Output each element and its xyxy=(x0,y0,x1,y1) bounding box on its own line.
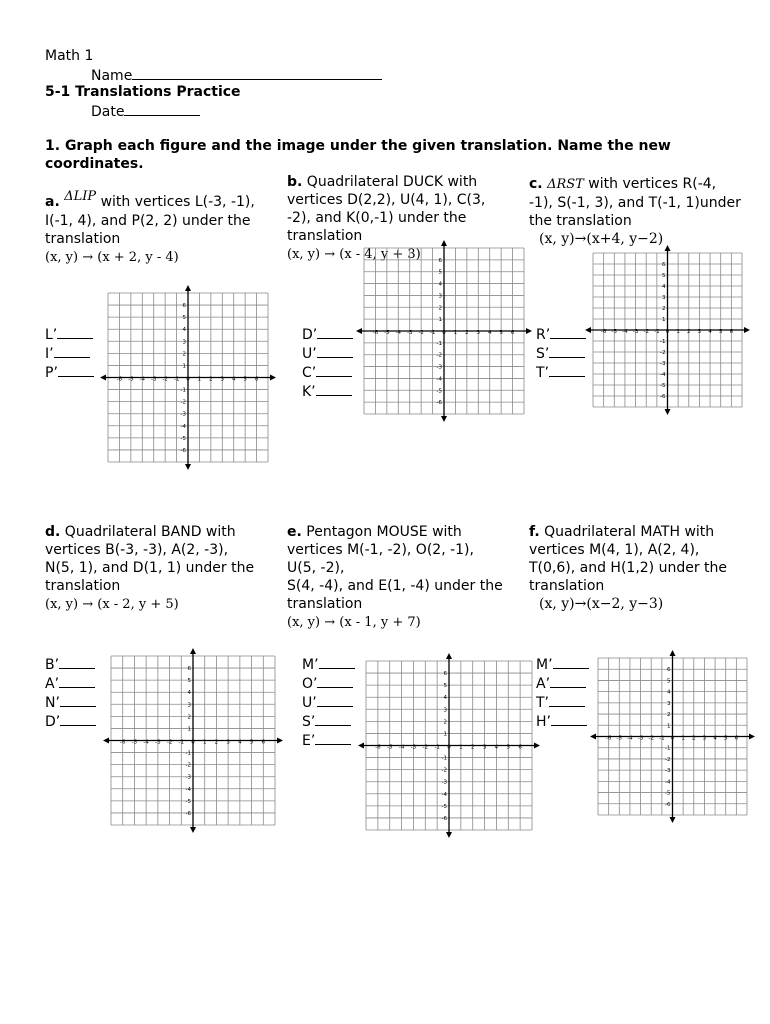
y-tick-label: 3 xyxy=(438,293,442,300)
answers-e xyxy=(302,655,355,750)
x-tick-label: -2 xyxy=(166,739,173,746)
y-tick-label: -1 xyxy=(441,755,447,762)
y-tick-label: -2 xyxy=(180,399,186,406)
x-axis-arrow-right xyxy=(749,734,755,740)
x-axis-arrow-left xyxy=(103,738,109,744)
problem-a-label: a. xyxy=(45,194,60,210)
x-tick-label: 0 xyxy=(191,739,195,746)
y-tick-label: 6 xyxy=(667,667,671,674)
y-tick-label: -4 xyxy=(185,786,191,793)
answers-c xyxy=(536,325,586,382)
x-tick-label: -6 xyxy=(605,735,612,742)
x-tick-label: 1 xyxy=(197,376,202,383)
problem-d-label: d. xyxy=(45,524,61,540)
x-tick-label: -1 xyxy=(178,739,185,746)
course-label: Math 1 xyxy=(45,48,94,64)
x-tick-label: 5 xyxy=(249,739,254,746)
x-axis-arrow-left xyxy=(356,328,362,334)
y-tick-label: -1 xyxy=(665,745,671,752)
problem-c-figure: ΔRST xyxy=(547,177,584,192)
x-tick-label: -2 xyxy=(162,376,168,383)
coordinate-grid-a[interactable] xyxy=(100,285,276,470)
x-tick-label: -5 xyxy=(131,739,138,746)
y-tick-label: 3 xyxy=(187,702,191,709)
coordinate-grid-c[interactable] xyxy=(585,245,750,415)
problem-f xyxy=(529,523,744,613)
y-tick-label: 5 xyxy=(443,683,447,690)
y-tick-label: -6 xyxy=(660,394,666,400)
y-tick-label: 4 xyxy=(667,689,671,696)
y-tick-label: -2 xyxy=(185,762,191,769)
y-tick-label: 5 xyxy=(662,273,666,279)
x-tick-label: 3 xyxy=(482,744,487,751)
y-axis-arrow-up xyxy=(665,245,671,251)
x-tick-label: 6 xyxy=(254,376,259,383)
answer-blank[interactable] xyxy=(315,712,351,726)
y-tick-label: -6 xyxy=(665,801,671,808)
y-tick-label: -3 xyxy=(180,411,186,418)
y-axis-arrow-down xyxy=(190,827,196,833)
coordinate-grid-f[interactable] xyxy=(590,650,755,823)
answer-label: M’ xyxy=(302,657,319,673)
x-tick-label: 6 xyxy=(261,739,266,746)
y-tick-label: 1 xyxy=(443,731,447,738)
x-tick-label: 2 xyxy=(209,376,213,383)
y-tick-label: 2 xyxy=(182,351,186,358)
x-tick-label: 3 xyxy=(476,330,481,336)
answer-row[interactable] xyxy=(302,712,355,731)
answer-row[interactable] xyxy=(302,674,355,693)
x-tick-label: 2 xyxy=(214,739,219,746)
answer-label: S’ xyxy=(302,714,316,730)
answer-label: R’ xyxy=(536,327,551,343)
name-blank[interactable] xyxy=(132,65,382,80)
y-axis-arrow-up xyxy=(441,240,447,246)
date-line xyxy=(91,101,200,121)
y-tick-label: -5 xyxy=(436,388,442,395)
x-tick-label: -1 xyxy=(659,735,665,742)
x-tick-label: -4 xyxy=(398,744,405,751)
y-tick-label: 2 xyxy=(662,306,666,312)
answer-row[interactable] xyxy=(45,363,94,382)
y-tick-label: -1 xyxy=(436,340,442,347)
problem-a xyxy=(45,189,260,267)
y-tick-label: 5 xyxy=(438,269,442,276)
y-tick-label: 3 xyxy=(667,700,671,707)
y-tick-label: -5 xyxy=(180,435,186,442)
answer-row[interactable] xyxy=(45,655,96,674)
problem-e xyxy=(287,523,507,632)
x-tick-label: -1 xyxy=(654,329,660,335)
y-tick-label: 6 xyxy=(187,666,191,673)
question-1 xyxy=(45,137,745,173)
answer-label: D’ xyxy=(302,327,318,343)
y-axis-arrow-down xyxy=(665,409,671,415)
problem-b-rule: (x, y) → (x - 4, y + 3) xyxy=(287,247,421,262)
y-tick-label: -4 xyxy=(441,791,447,798)
answer-blank[interactable] xyxy=(319,655,355,669)
x-tick-label: -2 xyxy=(418,330,424,336)
x-tick-label: 4 xyxy=(231,376,236,383)
answer-label: A’ xyxy=(45,676,60,692)
y-tick-label: 4 xyxy=(443,695,447,702)
answer-label: H’ xyxy=(536,714,551,730)
x-tick-label: -3 xyxy=(155,739,161,746)
x-tick-label: 1 xyxy=(202,739,207,746)
answer-blank[interactable] xyxy=(550,674,586,688)
y-axis-arrow-down xyxy=(446,832,452,838)
name-label: Name xyxy=(91,68,133,84)
problem-d-text-1: Quadrilateral BAND with vertices B(-3, -3), A(2, -3), N(5, 1), and D(1, 1) under the translation xyxy=(45,524,255,594)
y-tick-label: 4 xyxy=(187,690,191,697)
answer-row[interactable] xyxy=(302,382,353,401)
y-axis-arrow-down xyxy=(185,464,191,470)
problem-d-rule: (x, y) → (x - 2, y + 5) xyxy=(45,597,179,612)
y-tick-label: -6 xyxy=(180,447,186,454)
problem-e-rule: (x, y) → (x - 1, y + 7) xyxy=(287,615,421,630)
y-tick-label: -3 xyxy=(436,364,442,371)
x-tick-label: 2 xyxy=(470,744,475,751)
answer-blank[interactable] xyxy=(317,344,353,358)
answer-row[interactable] xyxy=(302,325,353,344)
answer-blank[interactable] xyxy=(317,674,353,688)
answer-blank[interactable] xyxy=(549,363,585,377)
question-number: 1. xyxy=(45,138,61,154)
y-tick-label: -3 xyxy=(665,768,671,775)
x-axis-arrow-right xyxy=(277,738,283,744)
page-title: 5-1 Translations Practice xyxy=(45,84,241,100)
x-axis-arrow-left xyxy=(590,734,596,740)
x-tick-label: -4 xyxy=(622,329,628,335)
y-tick-label: -3 xyxy=(441,779,447,786)
question-text: Graph each figure and the image under the given translation. Name the new coordinates. xyxy=(45,138,671,172)
answer-blank[interactable] xyxy=(57,325,93,339)
problem-c-rule: (x, y)→(x+4, y−2) xyxy=(539,231,664,247)
answer-row[interactable] xyxy=(45,674,96,693)
problem-e-text-2: S(4, -4), and E(1, -4) under the translation xyxy=(287,578,503,612)
x-axis-arrow-right xyxy=(526,328,532,334)
y-tick-label: -2 xyxy=(436,352,442,359)
y-tick-label: -2 xyxy=(660,350,666,356)
answer-blank[interactable] xyxy=(553,655,589,669)
x-tick-label: 4 xyxy=(708,329,712,335)
y-tick-label: -6 xyxy=(436,400,442,407)
y-tick-label: 2 xyxy=(443,719,447,726)
y-tick-label: -4 xyxy=(180,423,186,430)
x-tick-label: 0 xyxy=(186,376,190,383)
answer-blank[interactable] xyxy=(54,344,90,358)
problem-a-text-2: I(-1, 4), and P(2, 2) under the translation xyxy=(45,213,251,247)
answer-row[interactable] xyxy=(536,674,589,693)
problem-c-label: c. xyxy=(529,176,543,192)
y-tick-label: 1 xyxy=(667,723,671,730)
date-blank[interactable] xyxy=(124,101,200,116)
y-tick-label: 1 xyxy=(182,363,186,370)
x-tick-label: -1 xyxy=(173,376,180,383)
answer-label: S’ xyxy=(536,346,550,362)
x-tick-label: 5 xyxy=(723,735,728,742)
y-axis-arrow-up xyxy=(446,653,452,659)
x-tick-label: -3 xyxy=(406,330,413,336)
x-tick-label: -6 xyxy=(375,744,381,751)
x-axis-arrow-left xyxy=(585,327,591,333)
x-tick-label: 1 xyxy=(681,735,685,742)
x-tick-label: 3 xyxy=(226,739,230,746)
x-tick-label: 2 xyxy=(687,329,691,335)
x-tick-label: 5 xyxy=(718,329,723,335)
y-tick-label: 1 xyxy=(187,726,191,733)
answer-label: A’ xyxy=(536,676,551,692)
answer-blank[interactable] xyxy=(316,382,352,396)
y-tick-label: -5 xyxy=(660,383,666,389)
y-tick-label: -5 xyxy=(185,798,191,805)
y-tick-label: 5 xyxy=(182,315,186,322)
x-tick-label: 1 xyxy=(453,330,458,336)
answer-label: M’ xyxy=(536,657,553,673)
problem-c-text-1: with vertices R(-4, -1), S(-1, 3), and T(-1, 1)under the translation xyxy=(529,176,741,229)
answer-blank[interactable] xyxy=(549,344,585,358)
answer-blank[interactable] xyxy=(315,731,351,745)
answer-row[interactable] xyxy=(536,693,589,712)
answer-row[interactable] xyxy=(45,344,94,363)
x-tick-label: -3 xyxy=(632,329,639,335)
x-tick-label: -2 xyxy=(422,744,429,751)
x-tick-label: 6 xyxy=(510,330,515,336)
problem-a-text-1: with vertices L(-3, -1), xyxy=(100,194,255,210)
answer-label: L’ xyxy=(45,327,58,343)
problem-b-label: b. xyxy=(287,174,303,190)
x-tick-label: -3 xyxy=(150,376,157,383)
y-tick-label: -2 xyxy=(665,756,671,763)
answer-label: U’ xyxy=(302,346,317,362)
x-tick-label: -2 xyxy=(648,735,654,742)
answer-label: B’ xyxy=(45,657,60,673)
x-tick-label: 5 xyxy=(243,376,247,383)
answer-blank[interactable] xyxy=(550,325,586,339)
answer-label: O’ xyxy=(302,676,318,692)
answer-blank[interactable] xyxy=(316,363,352,377)
answer-row[interactable] xyxy=(536,363,586,382)
x-tick-label: -5 xyxy=(386,744,393,751)
y-tick-label: -2 xyxy=(441,767,447,774)
problem-f-rule: (x, y)→(x−2, y−3) xyxy=(539,596,664,612)
answer-blank[interactable] xyxy=(551,712,587,726)
x-axis-arrow-right xyxy=(270,375,276,381)
answers-b xyxy=(302,325,353,401)
answers-a xyxy=(45,325,94,382)
y-tick-label: -4 xyxy=(660,372,666,378)
y-tick-label: -4 xyxy=(665,779,671,786)
problem-a-figure: ΔLIP xyxy=(64,189,97,204)
x-tick-label: 0 xyxy=(442,330,446,336)
x-tick-label: 3 xyxy=(697,329,702,335)
x-tick-label: -1 xyxy=(429,330,436,336)
y-axis-arrow-down xyxy=(441,416,447,422)
y-tick-label: -1 xyxy=(185,750,191,757)
y-axis-arrow-up xyxy=(185,285,191,291)
y-tick-label: 4 xyxy=(182,327,186,334)
y-tick-label: -1 xyxy=(660,339,666,345)
answer-blank[interactable] xyxy=(317,693,353,707)
answer-row[interactable] xyxy=(45,693,96,712)
problem-f-label: f. xyxy=(529,524,540,540)
y-tick-label: 6 xyxy=(438,257,442,264)
date-label: Date xyxy=(91,104,125,120)
x-tick-label: 6 xyxy=(518,744,522,751)
x-tick-label: -4 xyxy=(627,735,633,742)
x-tick-label: -4 xyxy=(395,330,402,336)
problem-e-text-1: Pentagon MOUSE with vertices M(-1, -2), O(2, -1), U(5, -2), xyxy=(287,524,474,576)
y-tick-label: 1 xyxy=(662,317,666,323)
answer-blank[interactable] xyxy=(549,693,585,707)
x-tick-label: 4 xyxy=(238,739,242,746)
y-tick-label: 5 xyxy=(667,678,671,685)
answers-d xyxy=(45,655,96,731)
problem-e-label: e. xyxy=(287,524,302,540)
y-tick-label: 2 xyxy=(187,714,191,721)
y-tick-label: -1 xyxy=(180,387,186,394)
problem-b-text-1: Quadrilateral DUCK with vertices D(2,2), U(4, 1), C(3, -2), and K(0,-1) under the translation xyxy=(287,174,486,244)
x-tick-label: 1 xyxy=(676,329,680,335)
x-tick-label: 0 xyxy=(447,744,451,751)
x-tick-label: 2 xyxy=(692,735,696,742)
y-tick-label: -5 xyxy=(441,803,447,810)
answer-row[interactable] xyxy=(536,712,589,731)
coordinate-grid-e[interactable] xyxy=(358,653,540,838)
x-tick-label: -3 xyxy=(637,735,644,742)
answer-row[interactable] xyxy=(536,325,586,344)
answer-label: I’ xyxy=(45,346,54,362)
y-tick-label: 6 xyxy=(182,303,186,310)
answer-blank[interactable] xyxy=(59,674,95,688)
x-tick-label: -4 xyxy=(139,376,146,383)
x-tick-label: 6 xyxy=(729,329,734,335)
x-tick-label: -3 xyxy=(410,744,417,751)
x-tick-label: -6 xyxy=(372,330,379,336)
problem-d xyxy=(45,523,260,614)
y-tick-label: -6 xyxy=(185,810,191,817)
y-tick-label: -3 xyxy=(660,361,666,367)
name-line xyxy=(91,65,382,85)
x-axis-arrow-right xyxy=(744,327,750,333)
x-tick-label: 4 xyxy=(487,330,492,336)
y-axis-arrow-up xyxy=(190,648,196,654)
x-tick-label: 0 xyxy=(670,735,675,742)
answer-row[interactable] xyxy=(302,655,355,674)
problem-c xyxy=(529,175,744,248)
coordinate-grid-d[interactable] xyxy=(103,648,283,833)
x-tick-label: 3 xyxy=(702,735,707,742)
answer-label: C’ xyxy=(302,365,317,381)
x-tick-label: -4 xyxy=(143,739,149,746)
x-axis-arrow-left xyxy=(100,375,106,381)
y-tick-label: 6 xyxy=(662,262,666,268)
x-tick-label: -5 xyxy=(611,329,618,335)
x-axis-arrow-left xyxy=(358,743,364,749)
y-tick-label: 1 xyxy=(438,317,442,324)
answer-blank[interactable] xyxy=(60,693,96,707)
y-tick-label: 5 xyxy=(187,678,191,685)
x-tick-label: 5 xyxy=(499,330,503,336)
y-tick-label: -4 xyxy=(436,376,442,383)
answer-blank[interactable] xyxy=(59,655,95,669)
answer-blank[interactable] xyxy=(60,712,96,726)
y-tick-label: -5 xyxy=(665,790,671,797)
answers-f xyxy=(536,655,589,731)
y-tick-label: 3 xyxy=(182,339,186,346)
answer-row[interactable] xyxy=(302,693,355,712)
x-tick-label: 0 xyxy=(665,329,670,335)
x-tick-label: 1 xyxy=(459,744,463,751)
y-axis-arrow-up xyxy=(670,650,676,656)
y-tick-label: 2 xyxy=(667,712,671,719)
y-axis-arrow-down xyxy=(670,817,676,823)
coordinate-grid-b[interactable] xyxy=(356,240,532,422)
x-tick-label: -6 xyxy=(600,329,607,335)
y-tick-label: 6 xyxy=(443,671,447,678)
answer-blank[interactable] xyxy=(58,363,94,377)
answer-label: K’ xyxy=(302,384,316,400)
x-tick-label: 4 xyxy=(713,735,717,742)
x-tick-label: -2 xyxy=(643,329,649,335)
y-tick-label: -6 xyxy=(441,815,447,822)
y-tick-label: 4 xyxy=(438,281,442,288)
answer-row[interactable] xyxy=(302,731,355,750)
problem-f-text-1: Quadrilateral MATH with vertices M(4, 1), A(2, 4), T(0,6), and H(1,2) under the translation xyxy=(529,524,728,594)
answer-label: U’ xyxy=(302,695,317,711)
x-axis-arrow-right xyxy=(534,743,540,749)
problem-a-rule: (x, y) → (x + 2, y - 4) xyxy=(45,250,179,265)
x-tick-label: 6 xyxy=(734,735,739,742)
answer-label: T’ xyxy=(536,365,550,381)
x-tick-label: -6 xyxy=(116,376,123,383)
x-tick-label: 3 xyxy=(220,376,225,383)
y-tick-label: 2 xyxy=(438,305,442,312)
x-tick-label: -5 xyxy=(384,330,390,336)
answer-label: P’ xyxy=(45,365,58,381)
answer-row[interactable] xyxy=(536,344,586,363)
answer-blank[interactable] xyxy=(317,325,353,339)
answer-label: N’ xyxy=(45,695,60,711)
answer-row[interactable] xyxy=(302,344,353,363)
answer-row[interactable] xyxy=(45,712,96,731)
y-tick-label: 4 xyxy=(662,284,666,290)
x-tick-label: 5 xyxy=(506,744,511,751)
answer-label: T’ xyxy=(536,695,550,711)
answer-label: D’ xyxy=(45,714,61,730)
x-tick-label: -5 xyxy=(616,735,623,742)
y-tick-label: 3 xyxy=(662,295,666,301)
x-tick-label: -6 xyxy=(119,739,126,746)
x-tick-label: 4 xyxy=(494,744,499,751)
answer-row[interactable] xyxy=(536,655,589,674)
x-tick-label: 2 xyxy=(465,330,469,336)
answer-row[interactable] xyxy=(45,325,94,344)
y-tick-label: -3 xyxy=(185,774,191,781)
answer-label: E’ xyxy=(302,733,316,749)
y-tick-label: 3 xyxy=(443,707,447,714)
x-tick-label: -5 xyxy=(128,376,134,383)
x-tick-label: -1 xyxy=(434,744,440,751)
answer-row[interactable] xyxy=(302,363,353,382)
